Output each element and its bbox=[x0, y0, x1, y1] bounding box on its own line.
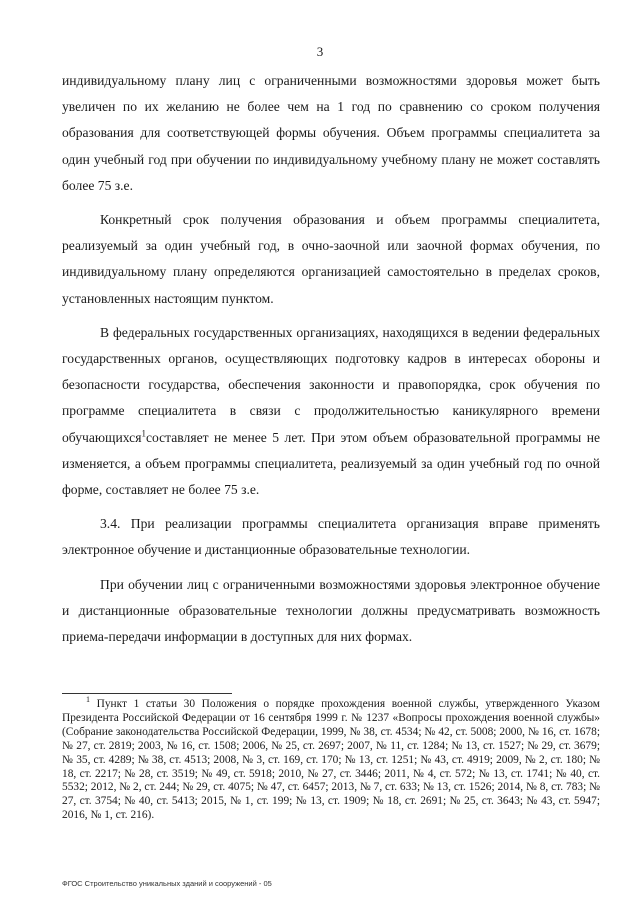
footnote bbox=[62, 695, 600, 823]
body-text bbox=[62, 68, 600, 658]
paragraph-text-after-ref: составляет не менее 5 лет. При этом объем образовательной программы не изменяется, а объем программы специалитета, реализуемый за один учебный год по очной форме, составляет не более 75 з.е. bbox=[62, 429, 600, 498]
paragraph-program-volume: индивидуальному плану лиц с ограниченными возможностями здоровья может быть увеличен по их желанию не более чем на 1 год по сравнению со сроком получения образования для соответствующей формы обучения. Объем программы специалитета за один учебный год при обучении по индивидуальному учебному плану не может составлять более 75 з.е. bbox=[62, 73, 600, 193]
paragraph-text-before-ref: В федеральных государственных организациях, находящихся в ведении федеральных государственных органов, осуществляющих подготовку кадров в интересах обороны и безопасности государства, обеспечения законности и правопорядка, срок обучения по программе специалитета в связи с продолжительностью каникулярного времени обучающихся bbox=[62, 324, 600, 445]
paragraph-specific-term: Конкретный срок получения образования и объем программы специалитета, реализуемый за один учебный год, в очно-заочной или заочной формах обучения, по индивидуальному плану определяются организацией самостоятельно в пределах сроков, установленных настоящим пунктом. bbox=[62, 212, 600, 306]
footnote-reference[interactable]: 1 bbox=[141, 428, 146, 439]
paragraph-federal-organizations bbox=[62, 320, 600, 503]
page-number: 3 bbox=[316, 44, 324, 59]
footnote-text: Пункт 1 статьи 30 Положения о порядке прохождения военной службы, утвержденного Указом Президента Российской Федерации от 16 сентября 1999 г. № 1237 «Вопросы прохождения военной службы» (Собрание законодательства Российской Федерации, 1999, № 38, ст. 4534; № 42, ст. 5008; 2000, № 16, ст. 1678; № 27, ст. 2819; 2003, № 16, ст. 1508; 2006, № 25, ст. 2697; 2007, № 11, ст. 1284; № 13, ст. 1527; № 29, ст. 3679; № 35, ст. 4289; № 38, ст. 4513; 2008, № 3, ст. 169, ст. 170; № 13, ст. 1251; № 43, ст. 4919; 2009, № 2, ст. 180; № 18, ст. 2217; № 28, ст. 3519; № 49, ст. 5918; 2010, № 27, ст. 3446; 2011, № 4, ст. 572; № 13, ст. 1741; № 40, ст. 5532; 2012, № 2, ст. 244; № 29, ст. 4075; № 47, ст. 6457; 2013, № 7, ст. 633; № 13, ст. 1526; 2014, № 8, ст. 783; № 27, ст. 3754; № 40, ст. 5413; 2015, № 1, ст. 199; № 13, ст. 1909; № 18, ст. 2691; № 25, ст. 3643; № 43, ст. 5947; 2016, № 1, ст. 216). bbox=[62, 698, 600, 822]
footnote-body bbox=[62, 695, 600, 823]
paragraph-section-3-4: 3.4. При реализации программы специалитета организация вправе применять электронное обучение и дистанционные образовательные технологии. bbox=[62, 516, 600, 558]
footnote-separator bbox=[62, 693, 232, 694]
footnote-marker: 1 bbox=[86, 695, 90, 705]
paragraph-disabled-learners: При обучении лиц с ограниченными возможностями здоровья электронное обучение и дистанционные образовательные технологии должны предусматривать возможность приема-передачи информации в доступных для них формах. bbox=[62, 576, 600, 645]
document-label: ФГОС Строительство уникальных зданий и сооружений - 05 bbox=[62, 879, 272, 888]
